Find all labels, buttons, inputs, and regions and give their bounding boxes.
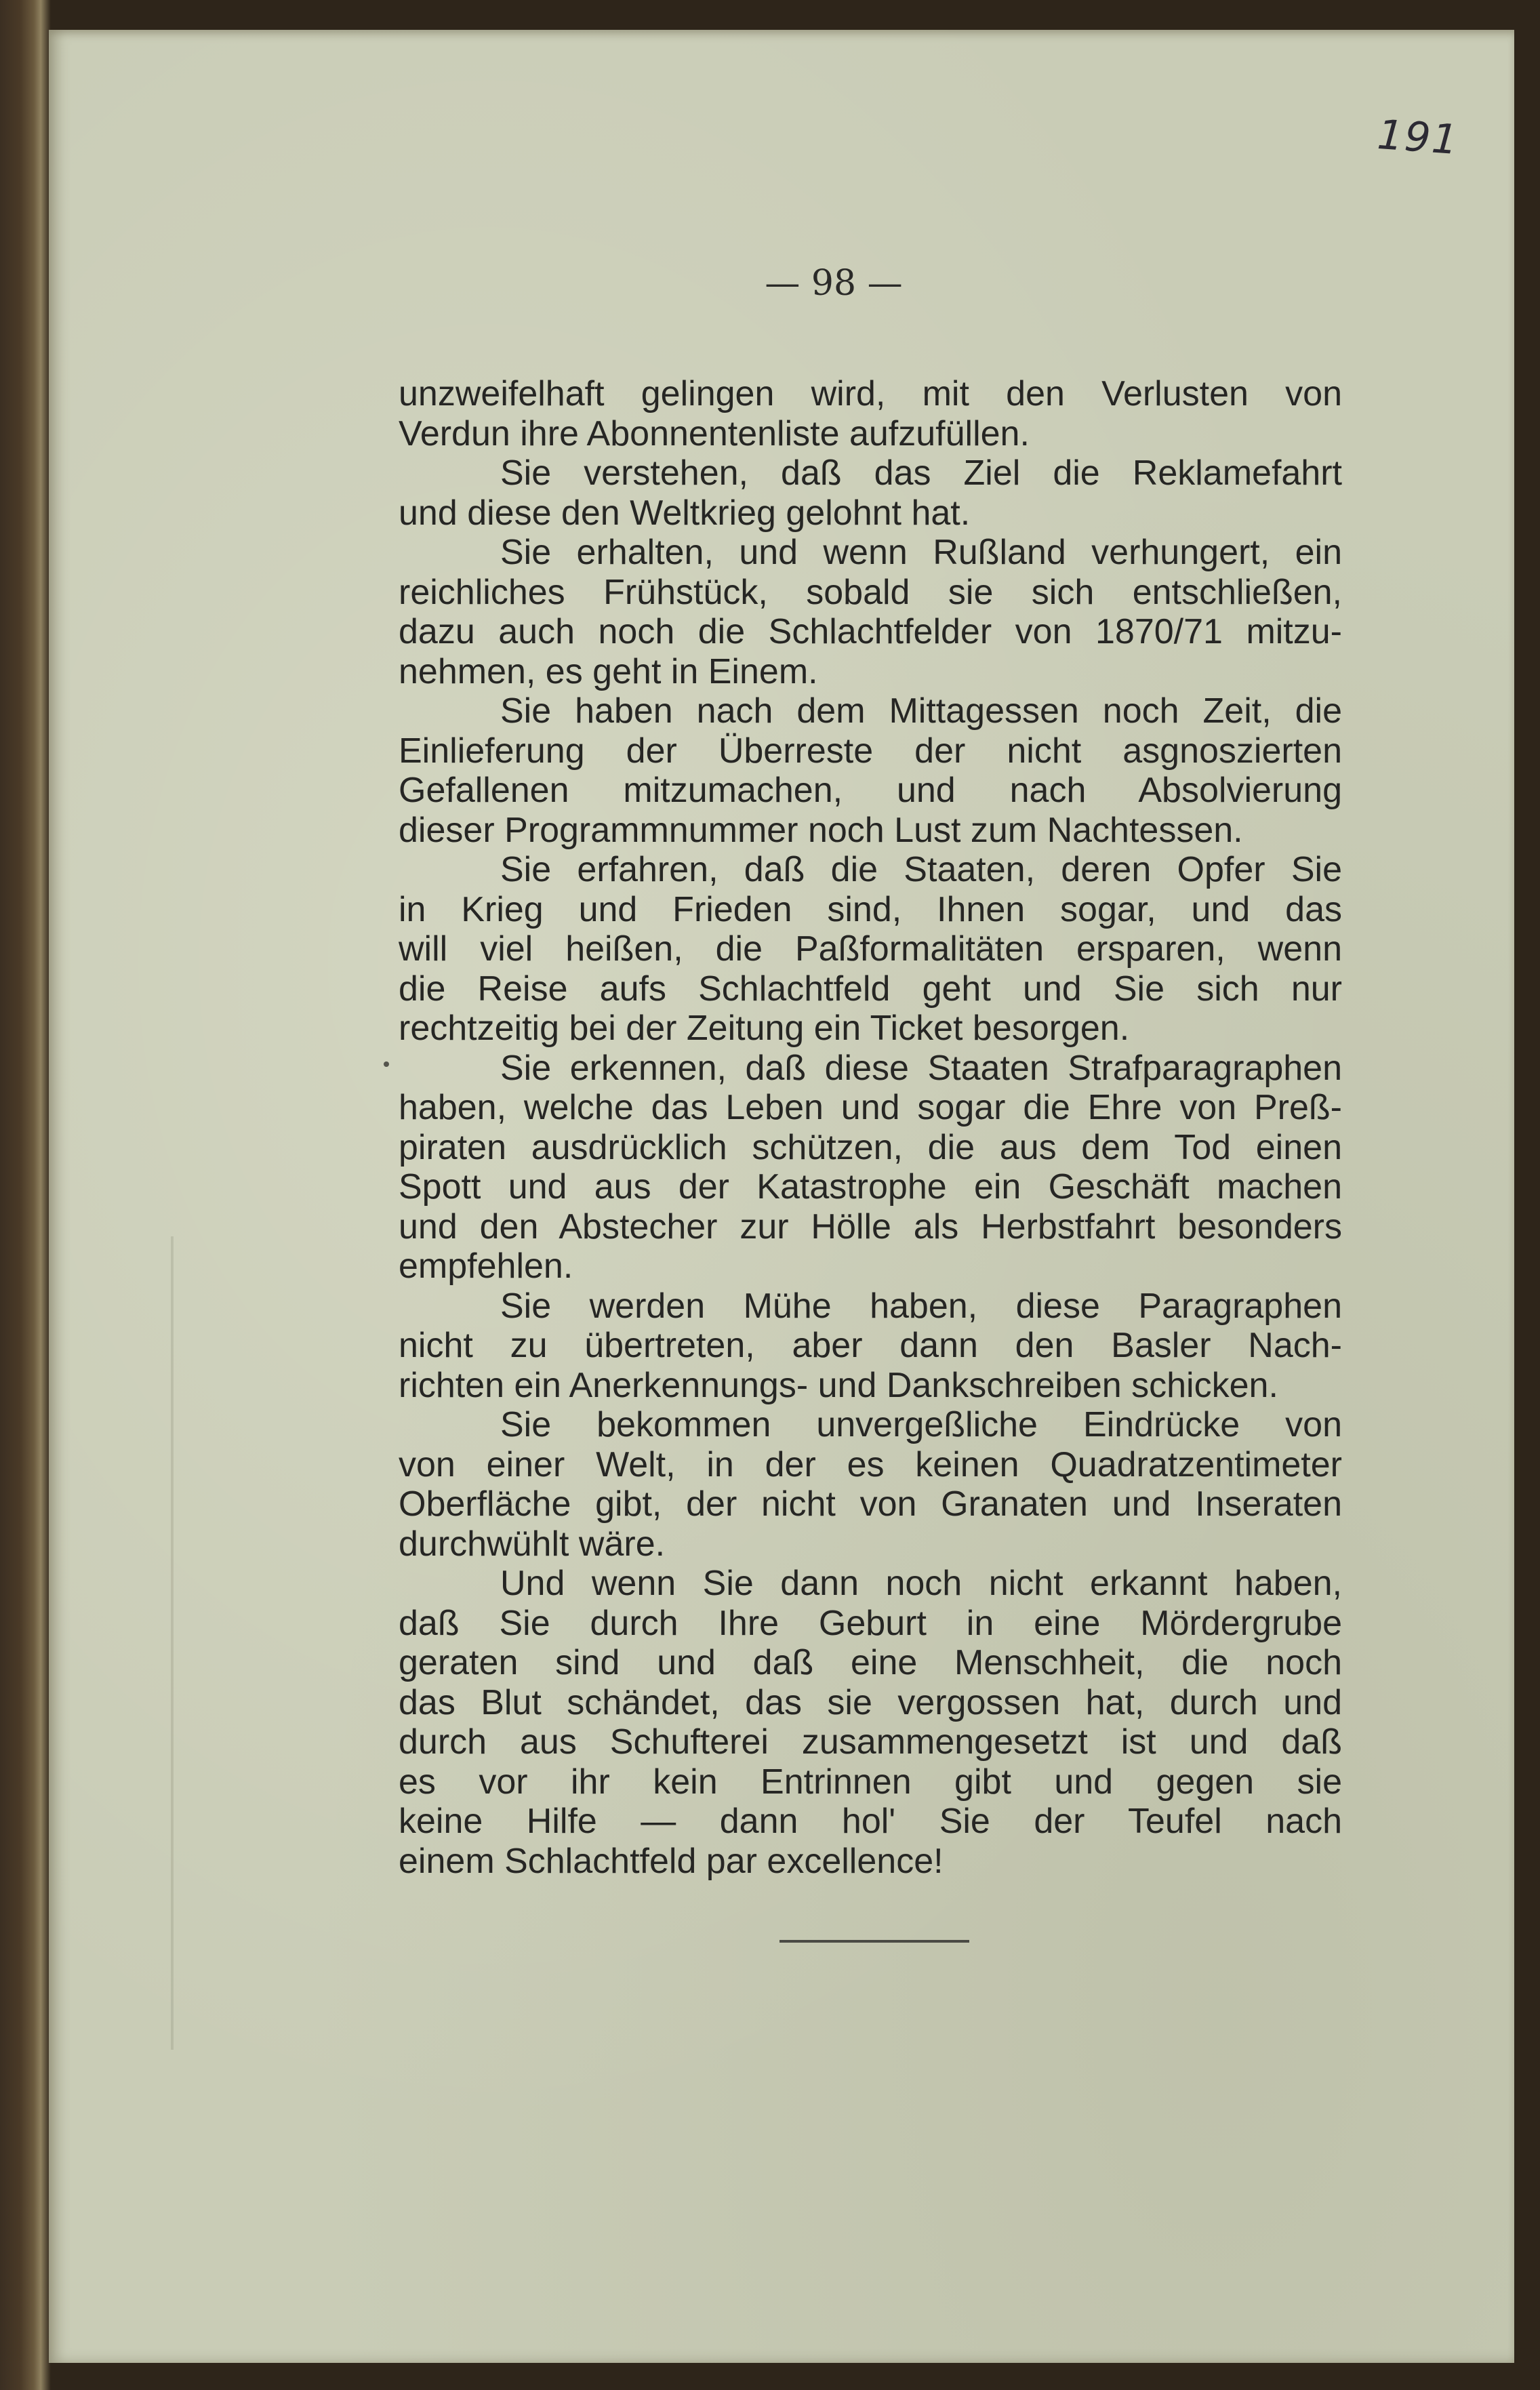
text-line: es vor ihr kein Entrinnen gibt und gegen sie [399,1762,1342,1802]
paragraph [399,453,1342,533]
text-line: dieser Programmnummer noch Lust zum Nachtessen. [399,810,1243,850]
text-line: nehmen, es geht in Einem. [399,651,818,691]
paragraph [399,533,1342,691]
text-line: die Reise aufs Schlachtfeld geht und Sie sich nur [399,969,1342,1009]
end-rule [779,1940,969,1943]
text-line: reichliches Frühstück, sobald sie sich entschließen, [399,572,1342,612]
text-line: durch aus Schufterei zusammengesetzt ist und daß [399,1722,1342,1762]
text-line: geraten sind und daß eine Menschheit, die noch [399,1643,1342,1682]
page-number: — 98 — [765,263,903,304]
text-line: Sie werden Mühe haben, diese Paragraphen [500,1286,1342,1326]
paragraph [399,691,1342,850]
text-line: und den Abstecher zur Hölle als Herbstfahrt besonders [399,1207,1342,1247]
text-line: Gefallenen mitzumachen, und nach Absolvierung [399,771,1342,810]
text-line: will viel heißen, die Paßformalitäten ersparen, wenn [399,929,1342,969]
text-line: Sie verstehen, daß das Ziel die Reklamefahrt [500,453,1342,493]
text-line: Und wenn Sie dann noch nicht erkannt haben, [500,1564,1342,1603]
text-line: Sie erkennen, daß diese Staaten Strafparagraphen [500,1048,1342,1088]
text-line: richten ein Anerkennungs- und Dankschreiben schicken. [399,1365,1278,1405]
text-line: durchwühlt wäre. [399,1524,666,1564]
margin-mark [384,1061,389,1067]
text-line: Sie erfahren, daß die Staaten, deren Opfer Sie [500,850,1342,889]
paragraph [399,850,1342,1049]
paragraph [399,374,1342,453]
text-line: unzweifelhaft gelingen wird, mit den Verlusten von [399,374,1342,413]
text-line: dazu auch noch die Schlachtfelder von 1870/71 mitzu- [399,612,1342,651]
text-line: Spott und aus der Katastrophe ein Geschäft machen [399,1167,1342,1207]
text-line: Oberfläche gibt, der nicht von Granaten und Inseraten [399,1484,1342,1524]
text-line: piraten ausdrücklich schützen, die aus dem Tod einen [399,1127,1342,1167]
text-line: Einlieferung der Überreste der nicht asgnoszierten [399,731,1342,771]
text-line: daß Sie durch Ihre Geburt in eine Mördergrube [399,1603,1342,1643]
text-line: Sie bekommen unvergeßliche Eindrücke von [500,1405,1342,1444]
text-line: einem Schlachtfeld par excellence! [399,1841,944,1881]
paragraph [399,1049,1342,1287]
paper-fold-mark [171,1236,174,2050]
text-line: und diese den Weltkrieg gelohnt hat. [399,493,971,533]
text-line: keine Hilfe — dann hol' Sie der Teufel nach [399,1802,1342,1841]
text-line: nicht zu übertreten, aber dann den Basler Nach- [399,1326,1342,1365]
text-line: Sie erhalten, und wenn Rußland verhungert, ein [500,533,1342,572]
handwritten-folio-number: 191 [1375,110,1461,165]
paragraph [399,1287,1342,1406]
paragraph [399,1405,1342,1564]
text-line: empfehlen. [399,1247,573,1286]
text-line: das Blut schändet, das sie vergossen hat, durch und [399,1682,1342,1722]
text-line: von einer Welt, in der es keinen Quadratzentimeter [399,1444,1342,1484]
paragraph [399,1564,1342,1881]
text-line: Verdun ihre Abonnentenliste aufzufüllen. [399,413,1030,453]
text-line: rechtzeitig bei der Zeitung ein Ticket besorgen. [399,1009,1130,1048]
text-line: in Krieg und Frieden sind, Ihnen sogar, und das [399,889,1342,929]
text-line: Sie haben nach dem Mittagessen noch Zeit, die [500,691,1342,731]
body-text [399,374,1342,1881]
text-line: haben, welche das Leben und sogar die Ehre von Preß- [399,1088,1342,1127]
